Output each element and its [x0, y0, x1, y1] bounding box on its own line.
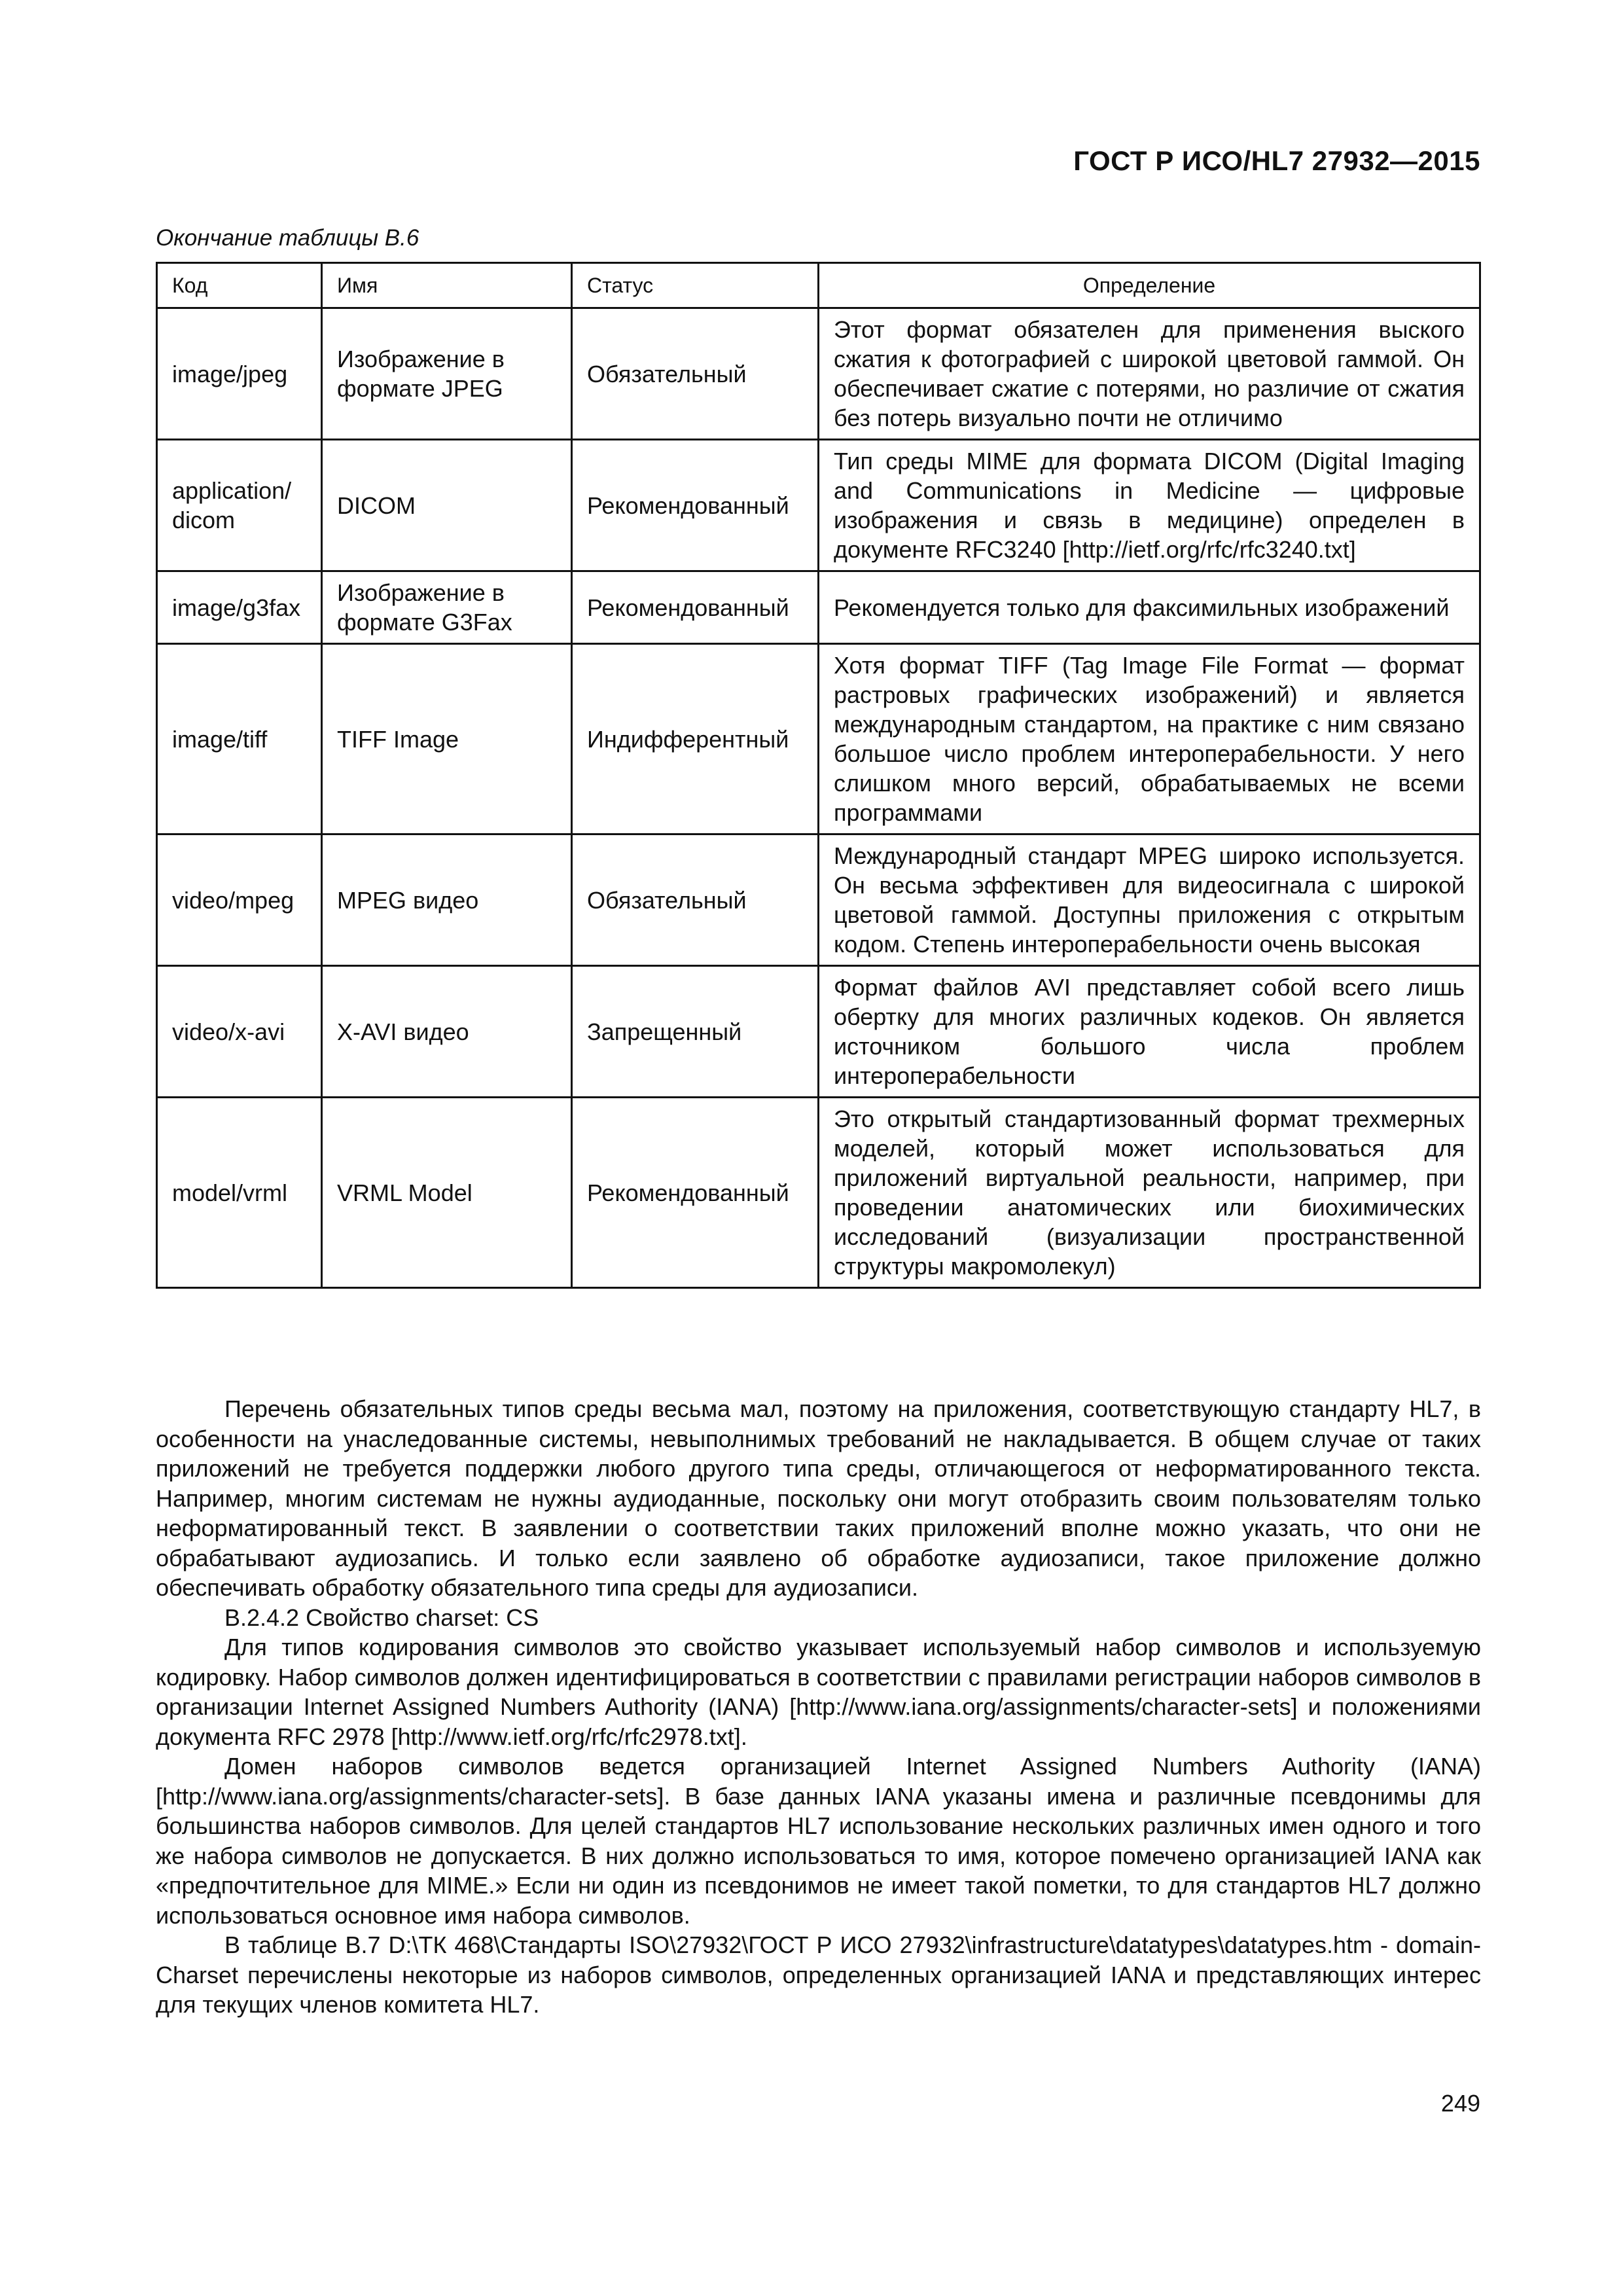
cell-status: Обязательный: [572, 834, 819, 966]
cell-name: TIFF Image: [322, 644, 572, 834]
cell-status: Рекомендованный: [572, 571, 819, 644]
cell-code: image/g3fax: [157, 571, 322, 644]
table-row: [157, 966, 1480, 1098]
cell-code: video/x-avi: [157, 966, 322, 1098]
cell-code: image/tiff: [157, 644, 322, 834]
column-header-definition: Определение: [819, 263, 1480, 308]
column-header-name: Имя: [322, 263, 572, 308]
paragraph-charset-domain: Домен наборов символов ведется организацией Internet Assigned Numbers Authority (IANA) [http://www.iana.org/assignments/character-sets]. В базе данных IANA указаны имена и различные псевдонимы для большинства наборов символов. Для целей стандартов HL7 использование нескольких различных имен одного и того же набора символов не допускается. В них должно использоваться то имя, которое помечено организацией IANA как «предпочтительное для MIME.» Если ни один из псевдонимов не имеет такой пометки, то для стандартов HL7 должно использоваться основное имя набора символов.: [156, 1753, 1481, 1929]
paragraph-charset-definition: Для типов кодирования символов это свойство указывает используемый набор символов и используемую кодировку. Набор символов должен идентифицироваться в соответствии с правилами регистрации наборов символов в организации Internet Assigned Numbers Authority (IANA) [http://www.iana.org/assignments/character-sets] и положениями документа RFC 2978 [http://www.ietf.org/rfc/rfc2978.txt].: [156, 1634, 1481, 1750]
cell-code: image/jpeg: [157, 308, 322, 440]
cell-status: Индифферентный: [572, 644, 819, 834]
document-standard-code: ГОСТ Р ИСО/HL7 27932—2015: [1073, 145, 1480, 176]
table-row: [157, 644, 1480, 834]
cell-definition: Хотя формат TIFF (Tag Image File Format — формат растровых графических изображений) и является международным стандартом, на практике с ним связано большое число проблем интероперабельности. У него слишком много версий, обрабатываемых не всеми программами: [819, 644, 1480, 834]
section-heading-charset: В.2.4.2 Свойство charset: CS: [224, 1604, 539, 1631]
media-types-table: [156, 262, 1481, 1289]
table-caption: Окончание таблицы В.6: [156, 225, 419, 251]
cell-name: MPEG видео: [322, 834, 572, 966]
cell-code: video/mpeg: [157, 834, 322, 966]
cell-definition: Формат файлов AVI представляет собой всего лишь обертку для многих различных кодеков. Он является источником большого числа проблем интероперабельности: [819, 966, 1480, 1098]
table-row: [157, 1098, 1480, 1288]
table-row: [157, 308, 1480, 440]
cell-name: X-AVI видео: [322, 966, 572, 1098]
cell-status: Запрещенный: [572, 966, 819, 1098]
cell-name: Изображение в формате G3Fax: [322, 571, 572, 644]
cell-definition: Международный стандарт MPEG широко используется. Он весьма эффективен для видеосигнала с широкой цветовой гаммой. Доступны приложения с открытым кодом. Степень интероперабельности очень высокая: [819, 834, 1480, 966]
cell-definition: Рекомендуется только для факсимильных изображений: [819, 571, 1480, 644]
body-text: [156, 1394, 1481, 2020]
cell-definition: Этот формат обязателен для применения выского сжатия к фотографией с широкой цветовой гаммой. Он обеспечивает сжатие с потерями, но различие от сжатия без потерь визуально почти не отличимо: [819, 308, 1480, 440]
table-row: [157, 834, 1480, 966]
table-row: [157, 571, 1480, 644]
cell-status: Рекомендованный: [572, 440, 819, 571]
cell-definition: Это открытый стандартизованный формат трехмерных моделей, который может использоваться для приложений виртуальной реальности, например, при проведении анатомических или биохимических исследований (визуализации пространственной структуры макромолекул): [819, 1098, 1480, 1288]
column-header-code: Код: [157, 263, 322, 308]
cell-definition: Тип среды MIME для формата DICOM (Digital Imaging and Communications in Medicine — цифровые изображения и связь в медицине) определен в документе RFC3240 [http://ietf.org/rfc/rfc3240.txt]: [819, 440, 1480, 571]
cell-code: model/vrml: [157, 1098, 322, 1288]
paragraph-mandatory-media-types: Перечень обязательных типов среды весьма мал, поэтому на приложения, соответствующую стандарту HL7, в особенности на унаследованные системы, невыполнимых требований не накладывается. В общем случае от таких приложений не требуется поддержки любого другого типа среды, отличающегося от неформатированного текста. Например, многим системам не нужны аудиоданные, поскольку они могут отобразить своим пользователям только неформатированный текст. В заявлении о соответствии таких приложений вполне можно указать, что они не обрабатывают аудиозапись. И только если заявлено об обработке аудиозаписи, такое приложение должно обеспечивать обработку обязательного типа среды для аудиозаписи.: [156, 1395, 1481, 1601]
page-number: 249: [1440, 2090, 1480, 2117]
cell-status: Обязательный: [572, 308, 819, 440]
cell-name: VRML Model: [322, 1098, 572, 1288]
cell-name: DICOM: [322, 440, 572, 571]
cell-name: Изображение в формате JPEG: [322, 308, 572, 440]
column-header-status: Статус: [572, 263, 819, 308]
table-row: [157, 440, 1480, 571]
paragraph-table-reference: В таблице В.7 D:\ТК 468\Стандарты ISO\27932\ГОСТ Р ИСО 27932\infrastructure\datatypes\datatypes.htm - domain-Charset перечислены некоторые из наборов символов, определенных организацией IANA и представляющих интерес для текущих членов комитета HL7.: [156, 1931, 1481, 2018]
cell-code: application/ dicom: [157, 440, 322, 571]
cell-status: Рекомендованный: [572, 1098, 819, 1288]
table-header-row: [157, 263, 1480, 308]
